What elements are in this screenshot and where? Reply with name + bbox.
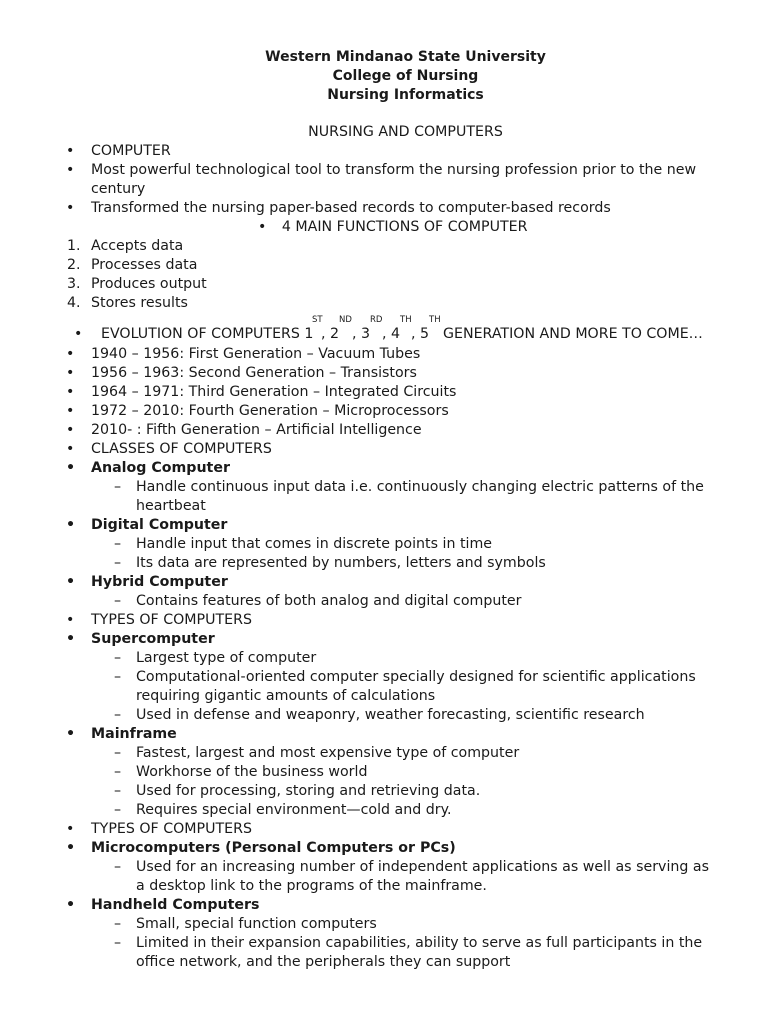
bullet: • — [66, 574, 76, 590]
dash: – — [114, 479, 122, 495]
superscript: TH — [400, 315, 412, 325]
dash: – — [114, 745, 122, 761]
bullet: • — [66, 403, 75, 419]
dash: – — [114, 764, 122, 780]
course-name: Nursing Informatics — [327, 87, 484, 103]
bullet: • — [66, 162, 75, 178]
bullet: • — [66, 460, 76, 476]
bullet: • — [66, 840, 76, 856]
dash: – — [114, 593, 122, 609]
bullet: • — [66, 612, 75, 628]
document-page: Western Mindanao State University College of Nursing Nursing Informatics NURSING AND COMPUTERS • COMPUTER • Most powerful technological tool to transform the nursing profession prior to the new century • Transformed the nursing paper-based records to computer-based records • 4 MAIN FUNCTIONS OF COMPUTER 1. Accepts data 2. Processes data 3. Produces output 4. Stores results ST ND RD TH TH • EVOLUTION OF COMPUTERS 1 , 2 , 3 , 4 , 5 GENERATION AND MORE TO COME… • 1940 – 1956: First Generation – Vacuum Tubes • 1956 – 1963: Second Generation – Transistors • 1964 – 1971: Third Generation – Integrated Circuits • 1972 – 2010: Fourth Generation – Microprocessors • 2010- : Fifth Generation – Artificial Intelligence • CLASSES OF COMPUTERS • Analog Computer – Handle continuous input data i.e. continuously changing electric patterns of the heartbeat • Digital Computer – Handle input that comes in discrete points in time – Its data are represented by numbers, letters and symbols • Hybrid Computer – Contains features of both analog and digital computer • TYPES OF COMPUTERS • Supercomputer – Largest type of computer – Computational-oriented computer specially designed for scientific applications requiring gigantic amounts of calculations – Used in defense and weaponry, weather forecasting, scientific research • Mainframe – Fastest, largest and most expensive type of computer – Workhorse of the business world – Used for processing, storing and retrieving data. – Requires special environment—cold and dry. • TYPES OF COMPUTERS • Microcomputers (Personal Computers or PCs) – Used for an increasing number of independent applications as well as serving as a desktop link to the programs of the mainframe. • Handheld Computers – Small, special function computers – Limited in their expansion capabilities, ability to serve as full participants in the office network, and the peripherals they can support — [0, 0, 768, 1024]
bullet: • — [66, 517, 76, 533]
dash: – — [114, 669, 122, 685]
section-title: NURSING AND COMPUTERS — [308, 124, 503, 140]
superscript: ND — [339, 315, 352, 325]
bullet: • — [66, 143, 75, 159]
bullet: • — [66, 346, 75, 362]
university-name: Western Mindanao State University — [265, 49, 546, 65]
bullet: • — [258, 219, 267, 235]
bullet: • — [66, 821, 75, 837]
dash: – — [114, 536, 122, 552]
bullet: • — [66, 441, 75, 457]
functions-heading: • 4 MAIN FUNCTIONS OF COMPUTER — [258, 219, 528, 235]
bullet: • — [66, 384, 75, 400]
dash: – — [114, 935, 122, 951]
bullet: • — [66, 726, 76, 742]
superscript: RD — [370, 315, 383, 325]
dash: – — [114, 707, 122, 723]
bullet: • — [66, 365, 75, 381]
college-name: College of Nursing — [332, 68, 479, 84]
bullet: • — [74, 326, 83, 342]
bullet: • — [66, 631, 76, 647]
dash: – — [114, 916, 122, 932]
dash: – — [114, 859, 122, 875]
bullet: • — [66, 200, 75, 216]
dash: – — [114, 783, 122, 799]
superscript: ST — [312, 315, 323, 325]
bullet: • — [66, 422, 75, 438]
bullet: • — [66, 897, 76, 913]
dash: – — [114, 650, 122, 666]
dash: – — [114, 555, 122, 571]
dash: – — [114, 802, 122, 818]
superscript: TH — [429, 315, 441, 325]
